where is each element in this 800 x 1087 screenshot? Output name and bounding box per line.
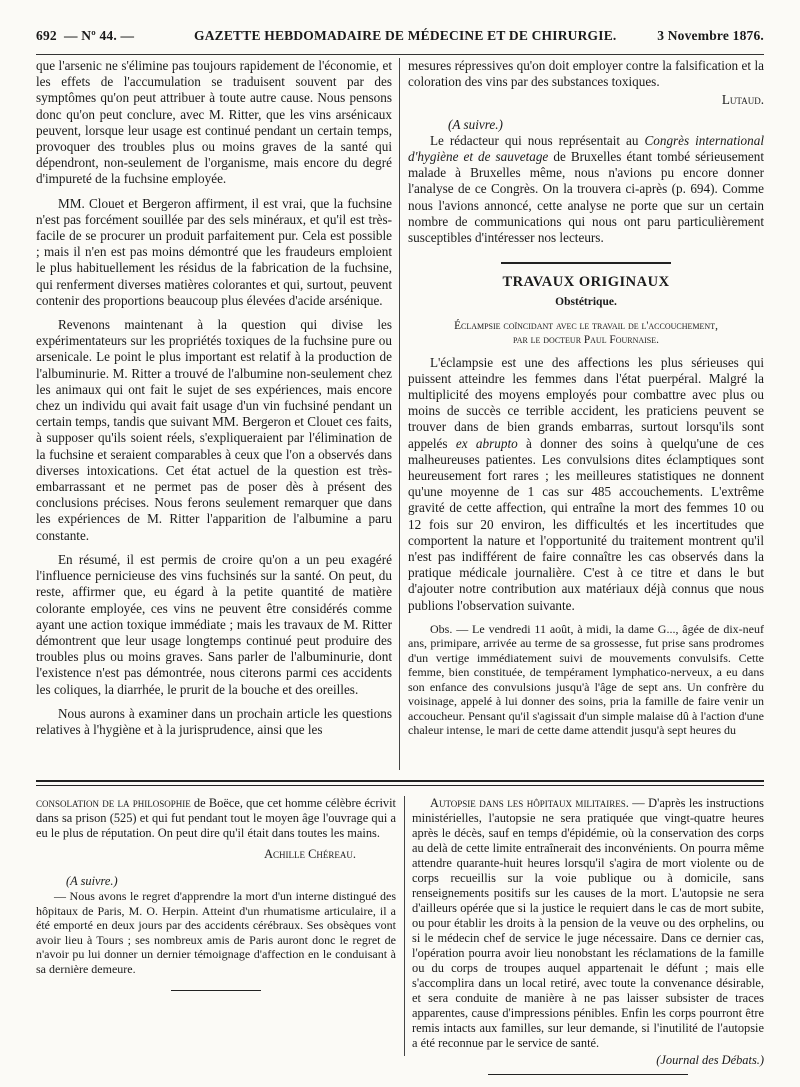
page-number: 692 bbox=[36, 28, 57, 43]
feuilleton-right bbox=[412, 796, 764, 1075]
header-page-issue bbox=[36, 28, 134, 44]
article-title bbox=[408, 319, 764, 347]
section-rule bbox=[501, 262, 671, 264]
right-column bbox=[408, 58, 764, 738]
left-paragraph-4: En résumé, il est permis de croire qu'on a un peu exagéré l'influence pernicieuse des vins fuchsinés sur la santé. On peut, du reste, affirmer que, eu égard à la petite quantité de matière colorante employée, ces vins ne peuvent être considérés comme ayant une action toxique immédiate ; mais les travaux de M. Ritter démontrent que leur usage longtemps continué peut produire des troubles plus ou moins graves. Sans parler de l'albuminurie, dont l'existence n'est pas démontrée, nous citerons parmi ces accidents les coliques, la diarrhée, le prurit de la bouche et des oreilles. bbox=[36, 551, 392, 697]
section-title: TRAVAUX ORIGINAUX bbox=[502, 274, 670, 291]
issue-number: — Nº 44. — bbox=[64, 28, 135, 43]
left-paragraph-1: que l'arsenic ne s'élimine pas toujours rapidement de l'économie, et les effets de l'accumulation se traduisent souvent par des symptômes qu'on peut attribuer à toute autre cause. Nous pensons donc qu'on peut conclure, avec M. Ritter, que les vins arsénicaux peuvent, lorsque leur usage est continué pendant un certain temps, provoquer des troubles plus ou moins graves de la santé qui dépendront, non-seulement de l'organisme, mais encore du degré d'impureté de la fuchsine employée. bbox=[36, 58, 392, 187]
eclampsia-intro: L'éclampsie est une des affections les plus sérieuses qui puissent atteindre les femmes dans l'état puerpéral. Malgré la multiplicité des moyens employés pour combattre avec plus ou moins de succès ce terrible accident, les praticiens peuvent se trouver dans de bien grands embarras, surtout lorsqu'ils sont appelés ex abrupto à donner des soins à quelqu'une de ces malheureuses patientes. Les convulsions dites éclamptiques sont heureusement fort rares ; les meilleures statistiques ne donnent qu'une moyenne de 1 cas sur 485 accouchements. L'extrême gravité de cette affection, qui entraîne la mort des femmes 10 ou 12 fois sur 20 environ, les difficultés et les incertitudes que comportent la nature et l'opportunité du traitement montrent qu'il n'est pas indifférent de faire connaître les cas observés dans la pratique médicale journalière. C'est à ce titre et dans le but d'ajouter notre contribution aux matériaux déjà connus que nous publions l'observation suivante. bbox=[408, 354, 764, 613]
journal-title: GAZETTE HEBDOMADAIRE DE MÉDECINE ET DE CHIRURGIE. bbox=[194, 28, 617, 43]
feuilleton-left bbox=[36, 796, 396, 991]
left-paragraph-5: Nous aurons à examiner dans un prochain article les questions relatives à l'hygiène et à la jurisprudence, ainsi que les bbox=[36, 705, 392, 737]
congress-notice: Le rédacteur qui nous représentait au Congrès international d'hygiène et de sauvetage de Bruxelles étant tombé sérieusement malade à Bruxelles même, nous n'avions pu encore donner l'analyse de ce Congrès. On la trouvera ci-après (p. 694). Comme nous l'avions annoncé, cette analyse ne porte que sur un certain nombre de communications qui nous ont paru particulièrement susceptibles d'intéresser nos lecteurs. bbox=[408, 132, 765, 246]
feuilleton-left-end-rule bbox=[171, 990, 261, 991]
feuilleton-right-end-rule bbox=[488, 1074, 688, 1075]
feuilleton-rule-bottom bbox=[36, 785, 764, 786]
feuilleton-divider bbox=[404, 796, 405, 1056]
to-be-continued: (A suivre.) bbox=[448, 116, 503, 132]
article-title-line-1: Éclampsie coïncidant avec le travail de l'accouchement, bbox=[454, 319, 718, 332]
article-author: par le docteur Paul Fournaise. bbox=[513, 333, 659, 346]
feuilleton-left-paragraph: consolation de la philosophie de Boëce, que cet homme célèbre écrivit dans sa prison (525) et qui fut pendant tout le moyen âge l'ouvrage qui a eu le plus de réputation. On peut dire qu'il était dans toutes les mains. bbox=[36, 796, 396, 840]
right-paragraph-1: mesures répressives qu'on doit employer contre la falsification et la coloration des vins par des substances toxiques. bbox=[408, 58, 764, 90]
section-subtitle: Obstétrique. bbox=[555, 296, 617, 309]
header-rule bbox=[36, 54, 764, 55]
left-paragraph-3: Revenons maintenant à la question qui divise les expérimentateurs sur les propriétés toxiques de la fuchsine pure ou arsenicale. Le point le plus important est relatif à la production de l'albuminurie. M. Ritter a trouvé de l'albumine non-seulement chez les animaux qui ont fait le sujet de ses expériences, mais encore chez un individu qui avait fait usage d'un vin fuchsiné pendant un certain temps, tandis que suivant MM. Bergeron et Clouet ces faits, à supposer qu'ils soient réels, s'expliqueraient par l'élimination de la fuchsine et seraient comparables à ceux que l'on a observés dans diverses intoxications. Cet état actuel de la question est très-embarrassant et ne permet pas de poser dès à présent des conclusions précises. Nous ferons seulement remarquer que dans les expériences de M. Ritter l'apparition de l'albumine a paru constante. bbox=[36, 317, 392, 543]
feuilleton-rule-top bbox=[36, 780, 764, 782]
observation-text: Obs. — Le vendredi 11 août, à midi, la dame G..., âgée de dix-neuf ans, primipare, arrivée au terme de sa grossesse, fut prise sans prodromes d'un vertige immédiatement suivi de mouvements convulsifs. Cette femme, bien constituée, de tempérament lymphatico-nerveux, a eu dans son enfance des convulsions jusqu'à l'âge de sept ans. Un confrère du voisinage, appelé à lui donner des soins, pria la famille de faire venir un accoucheur. Pensant qu'il s'agissait d'un simple malaise dû à l'action d'une chaleur intense, le mari de cette dame attendit jusqu'à sept heures du bbox=[408, 621, 764, 738]
issue-date: 3 Novembre 1876. bbox=[657, 28, 764, 43]
source-citation: (Journal des Débats.) bbox=[656, 1053, 764, 1067]
author-signature-chereau: Achille Chéreau. bbox=[264, 847, 356, 861]
feuilleton-to-be-continued: (A suivre.) bbox=[66, 874, 118, 888]
autopsy-paragraph: Autopsie dans les hôpitaux militaires. — D'après les instructions ministérielles, l'autopsie ne sera pratiquée que vingt-quatre heures après le décès, sauf en temps d'épidémie, où la conservation des corps au delà de cette limite entraînerait des inconvénients. On pourra même attendre quarante-huit heures lorsqu'il s'agira de mort violente ou de corps recueillis sur la voie publique ou à domicile, sans renseignements positifs sur les causes de la mort. L'autopsie ne sera d'ailleurs opérée que si la justice le requiert dans le cas de mort subite, ou pour établir les droits à la pension de la veuve ou des orphelins, ou si le médecin chef de service le juge nécessaire. Dans ce dernier cas, l'opération pourra avoir lieu nonobstant les réclamations de la famille ou du corps de troupes auquel appartenait le défunt ; mais elle s'accomplira dans un local retiré, avec toute la convenance désirable, et sera conduite de manière à ne pas laisser subsister de traces apparentes, cause d'impressions pénibles. Enfin les corps pourront être remis intacts aux familles, sur leur demande, si l'inutilité de l'autopsie a été reconnue par le service de santé. bbox=[412, 796, 764, 1050]
left-column bbox=[36, 58, 392, 738]
page-header bbox=[36, 24, 764, 48]
author-signature-lutaud: Lutaud. bbox=[721, 92, 764, 108]
left-paragraph-2: MM. Clouet et Bergeron affirment, il est vrai, que la fuchsine n'est pas forcément souillée par des sels minéraux, et qu'il est très-facile de se procurer un produit parfaitement pur. Cela est possible ; mais il n'en est pas moins démontré que les fraudeurs emploient le plus habituellement les résidus de la fabrication de la fuchsine, qui renferment diverses matières colorantes et qui, surtout, peuvent contenir des proportions beaucoup plus élevées d'acide arsénique. bbox=[36, 195, 392, 308]
congress-name: Congrès international d'hygiène et de sauvetage bbox=[408, 132, 764, 165]
column-divider bbox=[399, 58, 400, 770]
obituary-note: — Nous avons le regret d'apprendre la mort d'un interne distingué des hôpitaux de Paris, M. O. Herpin. Atteint d'un rhumatisme articulaire, il a été emporté en deux jours par des accidents cérébraux. Ses obsèques vont avoir lieu à Tours ; ses nombreux amis de Paris auront donc le regret de n'avoir pu lui donner un dernier témoignage d'affection en le conduisant à sa dernière demeure. bbox=[36, 889, 396, 976]
